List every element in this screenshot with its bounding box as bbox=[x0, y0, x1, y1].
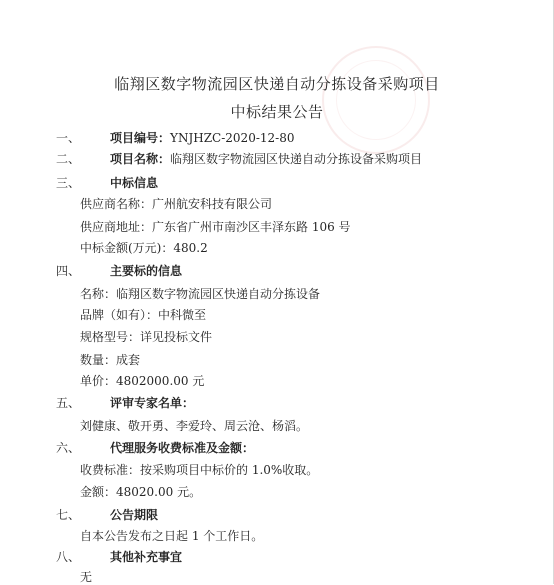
subject-name: 名称：临翔区数字物流园区快递自动分拣设备 bbox=[80, 287, 321, 301]
subject-quantity: 数量：成套 bbox=[80, 353, 141, 367]
section-subject-info bbox=[56, 263, 182, 279]
other-matters-text: 无 bbox=[80, 570, 93, 584]
section-label: 公告期限 bbox=[110, 508, 159, 522]
section-other-matters bbox=[56, 549, 182, 565]
section-number: 二、 bbox=[56, 152, 81, 166]
section-expert-list bbox=[56, 395, 194, 411]
section-project-number bbox=[56, 130, 294, 146]
expert-names: 刘健康、敬开勇、李爱玲、周云沧、杨滔。 bbox=[80, 419, 309, 433]
section-label: 主要标的信息 bbox=[110, 264, 183, 278]
document-title: 临翔区数字物流园区快递自动分拣设备采购项目 bbox=[114, 75, 440, 93]
section-number: 五、 bbox=[56, 396, 81, 410]
faint-seal-stamp bbox=[322, 46, 430, 154]
section-label: 评审专家名单： bbox=[110, 396, 195, 410]
section-label: 中标信息 bbox=[110, 176, 159, 190]
section-number: 四、 bbox=[56, 264, 81, 278]
subject-unit-price: 单价：4802000.00 元 bbox=[80, 374, 205, 388]
section-label: 项目编号： bbox=[110, 131, 171, 145]
section-project-name bbox=[56, 151, 422, 167]
subject-brand: 品牌（如有）：中科微至 bbox=[80, 308, 207, 322]
section-value: 临翔区数字物流园区快递自动分拣设备采购项目 bbox=[170, 152, 423, 166]
section-number: 六、 bbox=[56, 441, 81, 455]
document-subtitle: 中标结果公告 bbox=[230, 103, 324, 121]
supplier-address: 供应商地址：广东省广州市南沙区丰泽东路 106 号 bbox=[80, 220, 351, 234]
section-number: 三、 bbox=[56, 176, 81, 190]
section-number: 七、 bbox=[56, 508, 81, 522]
section-label: 项目名称： bbox=[110, 152, 171, 166]
section-label: 代理服务收费标准及金额： bbox=[110, 441, 255, 455]
section-agency-fee bbox=[56, 440, 254, 456]
award-amount: 中标金额(万元)：480.2 bbox=[80, 241, 208, 255]
subject-spec: 规格型号：详见投标文件 bbox=[80, 330, 213, 344]
section-label: 其他补充事宜 bbox=[110, 550, 183, 564]
section-number: 八、 bbox=[56, 550, 81, 564]
fee-amount: 金额：48020.00 元。 bbox=[80, 485, 202, 499]
section-notice-period bbox=[56, 507, 158, 523]
fee-standard: 收费标准：按采购项目中标价的 1.0%收取。 bbox=[80, 463, 319, 477]
notice-period-text: 自本公告发布之日起 1 个工作日。 bbox=[80, 529, 264, 543]
section-award-info bbox=[56, 175, 158, 191]
supplier-name: 供应商名称：广州航安科技有限公司 bbox=[80, 197, 273, 211]
section-number: 一、 bbox=[56, 131, 81, 145]
section-value: YNJHZC-2020-12-80 bbox=[170, 131, 295, 145]
